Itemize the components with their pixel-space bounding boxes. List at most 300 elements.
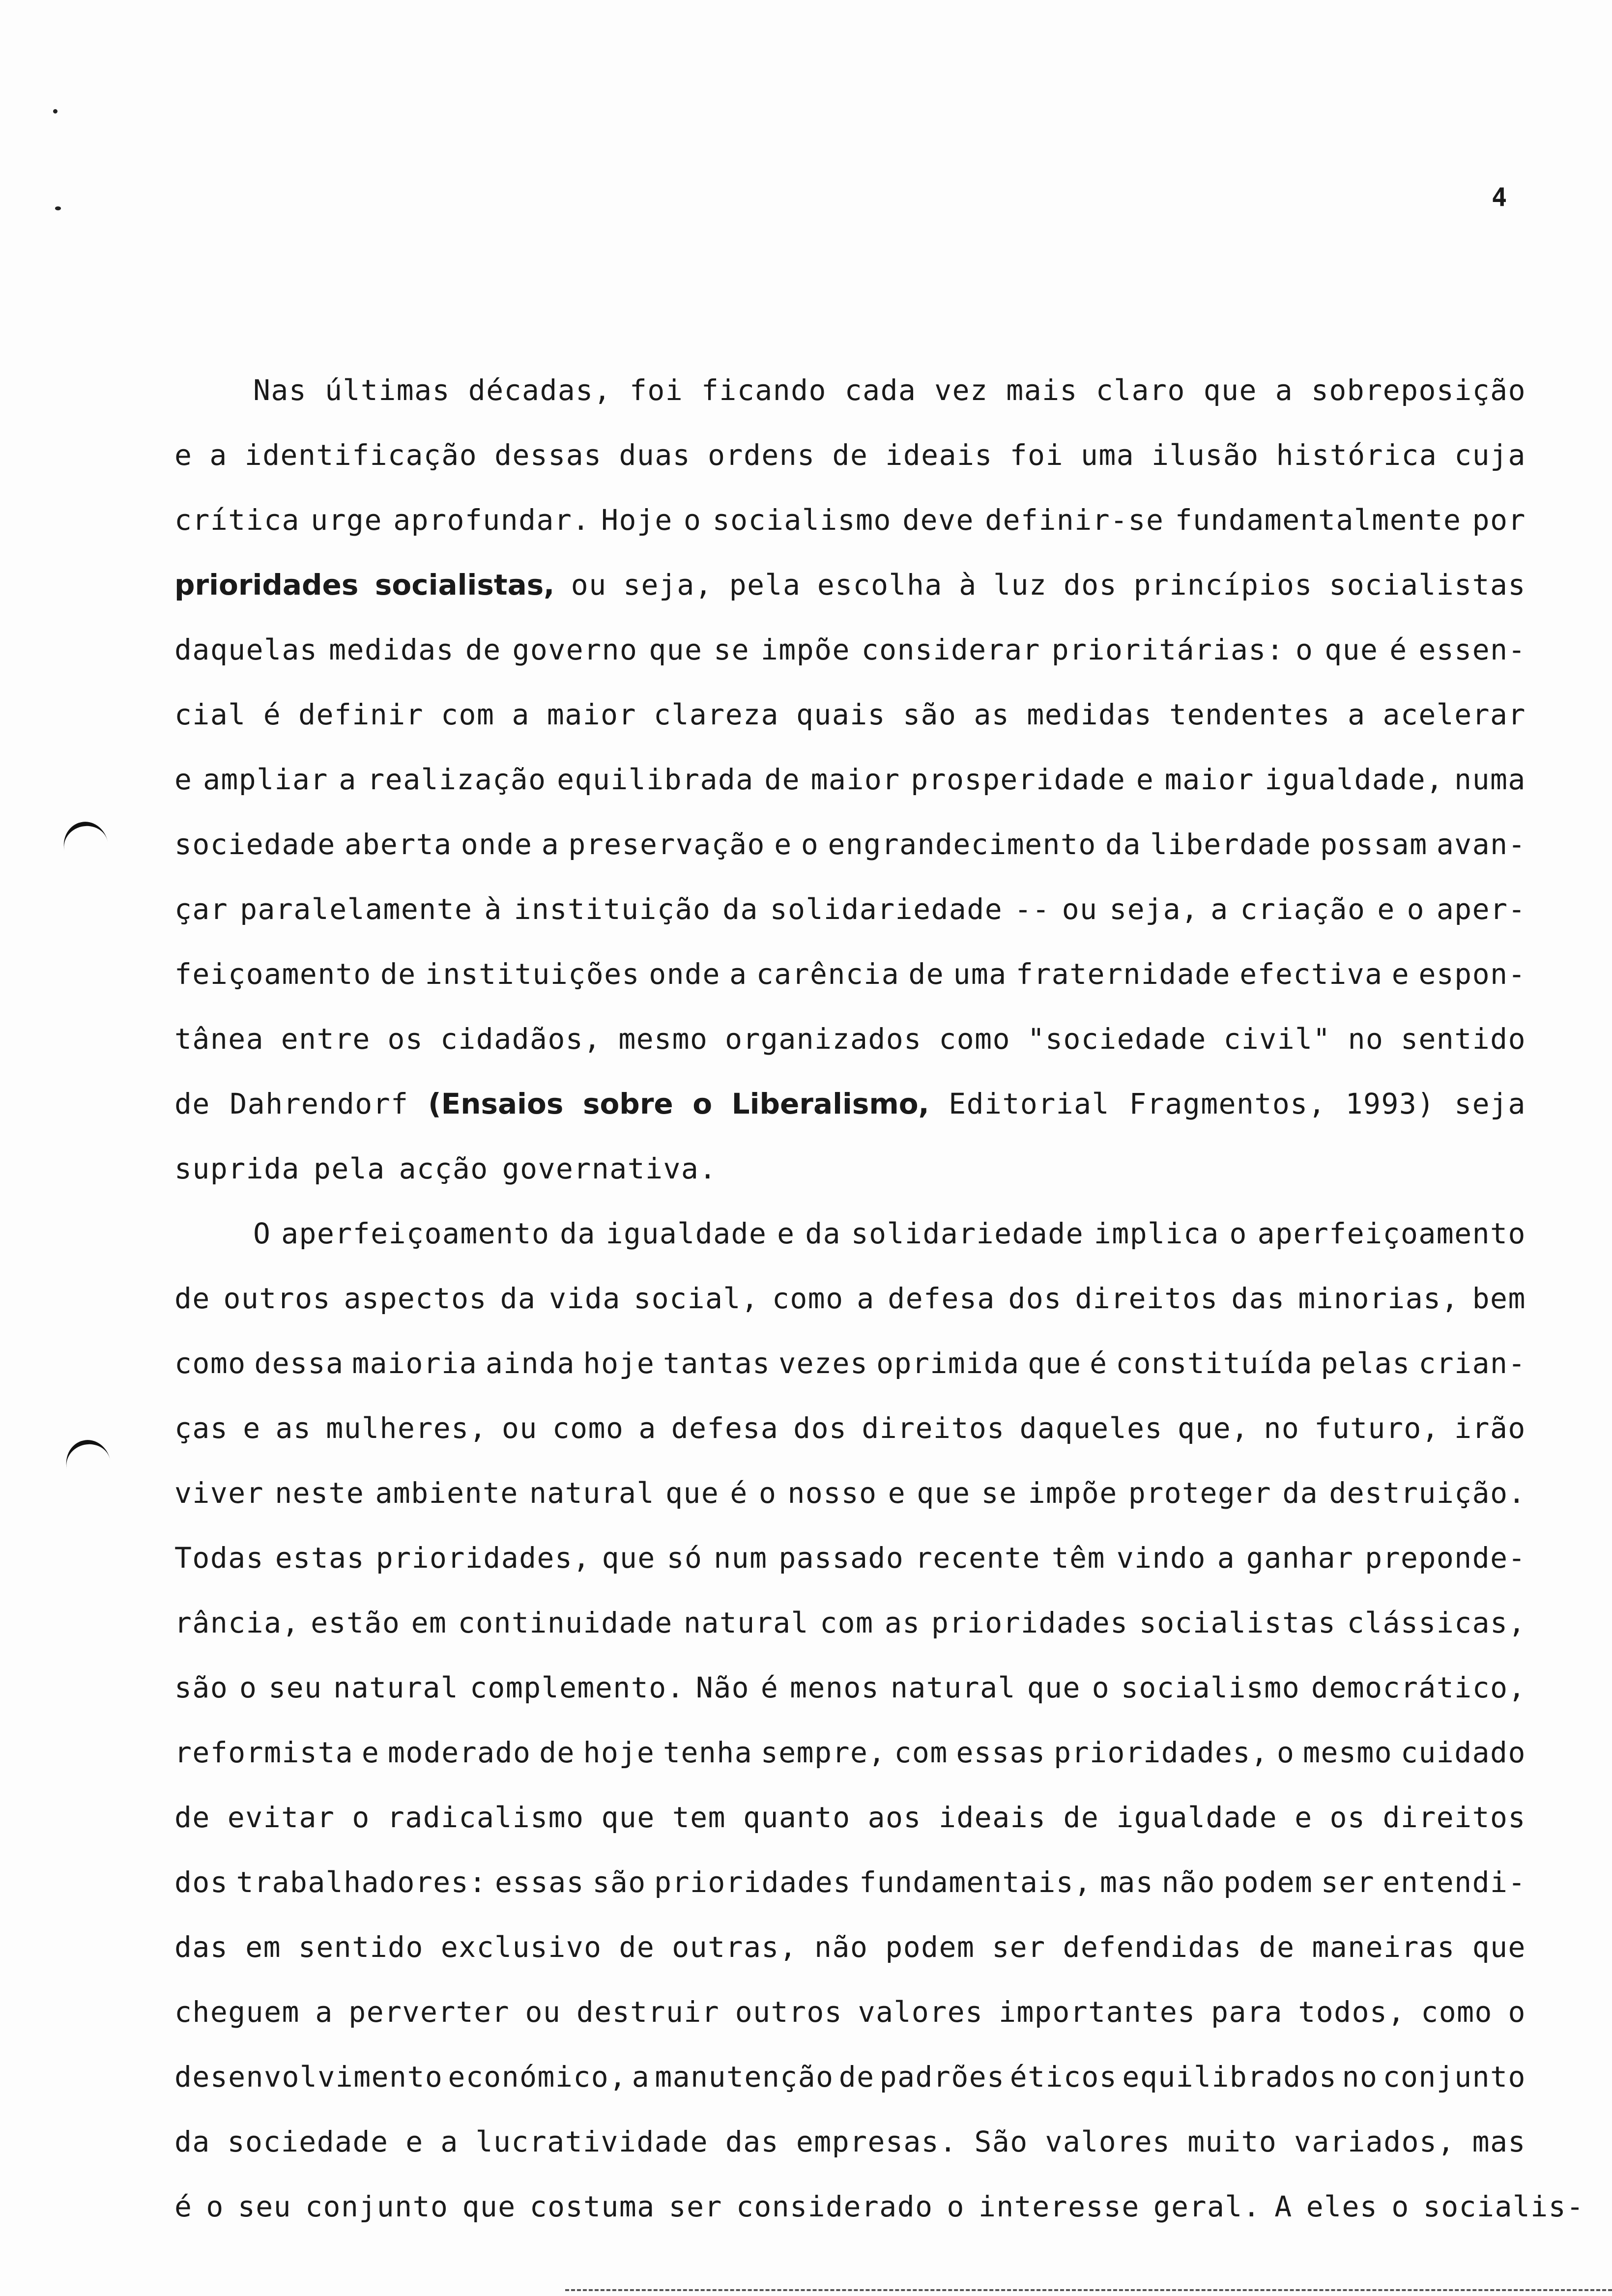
word: no bbox=[1342, 2060, 1378, 2094]
word: entre bbox=[281, 1022, 371, 1056]
word: escolha bbox=[817, 568, 943, 602]
word: vindo bbox=[1116, 1541, 1206, 1575]
word: fraternidade bbox=[1015, 957, 1231, 991]
word: Nas bbox=[253, 373, 307, 407]
word: ilusão bbox=[1151, 438, 1259, 472]
word: possam bbox=[1320, 828, 1428, 861]
word: natural bbox=[890, 1671, 1016, 1704]
word: tendentes bbox=[1169, 698, 1331, 731]
word: são bbox=[592, 1866, 646, 1899]
word: deve bbox=[902, 503, 974, 537]
word: de bbox=[832, 438, 868, 472]
word: de bbox=[174, 1801, 210, 1834]
word: valores bbox=[858, 1995, 983, 2029]
text-line bbox=[174, 1087, 1526, 1152]
word: organizados bbox=[725, 1022, 922, 1056]
text-line bbox=[174, 1217, 1526, 1282]
word: sociedade bbox=[174, 828, 336, 861]
word: que bbox=[649, 633, 703, 666]
word: irão bbox=[1454, 1411, 1526, 1445]
word: impõe bbox=[760, 633, 850, 666]
word: mas bbox=[1100, 1866, 1154, 1899]
word: o bbox=[1229, 1217, 1247, 1250]
word: entendi- bbox=[1382, 1866, 1526, 1899]
text-line bbox=[174, 957, 1526, 1022]
word: e bbox=[174, 763, 193, 796]
word: solidariedade bbox=[851, 1217, 1084, 1250]
word: e bbox=[888, 1476, 906, 1510]
word: paralelamente bbox=[240, 892, 473, 926]
word: claro bbox=[1095, 373, 1185, 407]
word: Todas bbox=[174, 1541, 264, 1575]
word: o bbox=[1277, 1736, 1295, 1769]
word: seja, bbox=[623, 568, 713, 602]
text-line bbox=[174, 1476, 1526, 1541]
word: constituída bbox=[1116, 1347, 1313, 1380]
word: direitos bbox=[862, 1411, 1005, 1445]
word: governo bbox=[512, 633, 638, 666]
word: e bbox=[1136, 763, 1154, 796]
word: ser bbox=[992, 1930, 1046, 1964]
word: últimas bbox=[325, 373, 450, 407]
word: as bbox=[974, 698, 1010, 731]
word: 1993) bbox=[1345, 1087, 1435, 1120]
word: de bbox=[174, 1087, 210, 1120]
word: a bbox=[512, 698, 530, 731]
word: o bbox=[801, 828, 819, 861]
word: tânea bbox=[174, 1022, 264, 1056]
word: de bbox=[380, 957, 416, 991]
word: social, bbox=[633, 1282, 759, 1315]
word: conjunto bbox=[1382, 2060, 1526, 2094]
word: complemento. bbox=[470, 1671, 685, 1704]
text-line bbox=[174, 1152, 1526, 1217]
word: a bbox=[632, 2060, 650, 2094]
word: futuro, bbox=[1314, 1411, 1440, 1445]
word: essas bbox=[956, 1736, 1046, 1769]
word: Não bbox=[695, 1671, 750, 1704]
word: aberta bbox=[345, 828, 452, 861]
word: que bbox=[917, 1476, 971, 1510]
word: vezes bbox=[778, 1347, 868, 1380]
word: bem bbox=[1472, 1282, 1526, 1315]
bold-word: (Ensaios bbox=[428, 1087, 564, 1120]
word: exclusivo bbox=[440, 1930, 602, 1964]
word: princípios bbox=[1133, 568, 1313, 602]
word: à bbox=[484, 892, 502, 926]
text-line bbox=[174, 568, 1526, 633]
word: outras, bbox=[672, 1930, 798, 1964]
word: direitos bbox=[1075, 1282, 1218, 1315]
word: dos bbox=[1008, 1282, 1062, 1315]
word: dos bbox=[793, 1411, 847, 1445]
word: que, bbox=[1177, 1411, 1249, 1445]
word: tenha bbox=[663, 1736, 753, 1769]
word: maneiras bbox=[1312, 1930, 1455, 1964]
word: onde bbox=[461, 828, 533, 861]
word: dos bbox=[174, 1866, 229, 1899]
word: não bbox=[814, 1930, 868, 1964]
word: recente bbox=[915, 1541, 1040, 1575]
word: a bbox=[339, 763, 357, 796]
word: foi bbox=[629, 373, 684, 407]
word: governativa. bbox=[502, 1152, 717, 1185]
word: continuidade bbox=[458, 1606, 673, 1639]
word: seja, bbox=[1109, 892, 1199, 926]
bold-word: Liberalismo, bbox=[731, 1087, 929, 1120]
word: fundamentais, bbox=[859, 1866, 1092, 1899]
word: aos bbox=[867, 1801, 921, 1834]
word: da bbox=[722, 892, 758, 926]
word: das bbox=[174, 1930, 229, 1964]
text-line bbox=[174, 2190, 1584, 2255]
text-line bbox=[174, 1022, 1526, 1087]
word: a bbox=[1217, 1541, 1236, 1575]
word: e bbox=[243, 1411, 261, 1445]
word: vez bbox=[934, 373, 988, 407]
word: realização bbox=[367, 763, 547, 796]
word: pela bbox=[729, 568, 801, 602]
word: cheguem bbox=[174, 1995, 300, 2029]
word: se bbox=[981, 1476, 1017, 1510]
word: preponde- bbox=[1365, 1541, 1526, 1575]
word: vida bbox=[549, 1282, 621, 1315]
word: a bbox=[315, 1995, 333, 2029]
word: é bbox=[730, 1476, 748, 1510]
word: acelerar bbox=[1382, 698, 1526, 731]
text-line bbox=[174, 2125, 1526, 2190]
word: rância, bbox=[174, 1606, 300, 1639]
text-line bbox=[174, 1606, 1526, 1671]
word: muito bbox=[1187, 2125, 1277, 2158]
word: clareza bbox=[654, 698, 779, 731]
word: -- bbox=[1014, 892, 1050, 926]
word: que bbox=[1028, 1347, 1082, 1380]
word: de bbox=[539, 1736, 575, 1769]
word: mulheres, bbox=[326, 1411, 488, 1445]
word: socialistas bbox=[1329, 568, 1526, 602]
word: mesmo bbox=[1303, 1736, 1393, 1769]
word: como bbox=[1421, 1995, 1493, 2029]
word: natural bbox=[529, 1476, 655, 1510]
word: duas bbox=[619, 438, 691, 472]
word: décadas, bbox=[468, 373, 612, 407]
word: de bbox=[908, 957, 945, 991]
word: da bbox=[560, 1217, 596, 1250]
word: dessas bbox=[494, 438, 602, 472]
word: ou bbox=[571, 568, 607, 602]
word: daquelas bbox=[174, 633, 318, 666]
word: e bbox=[1377, 892, 1395, 926]
word: a bbox=[638, 1411, 657, 1445]
word: sociedade bbox=[227, 2125, 389, 2158]
word: ser bbox=[668, 2190, 722, 2223]
word: eles bbox=[1306, 2190, 1378, 2223]
word: menos bbox=[790, 1671, 880, 1704]
word: ganhar bbox=[1246, 1541, 1354, 1575]
word: tantas bbox=[663, 1347, 771, 1380]
word: da bbox=[805, 1217, 841, 1250]
word: de bbox=[1259, 1930, 1295, 1964]
word: ou bbox=[502, 1411, 538, 1445]
text-line bbox=[174, 1411, 1526, 1476]
word: considerado bbox=[736, 2190, 933, 2223]
word: todos, bbox=[1298, 1995, 1406, 2029]
word: Hoje bbox=[601, 503, 673, 537]
word: o bbox=[684, 503, 702, 537]
word: civil" bbox=[1223, 1022, 1331, 1056]
word: são bbox=[174, 1671, 229, 1704]
bold-word: sobre bbox=[582, 1087, 673, 1120]
word: hoje bbox=[583, 1347, 655, 1380]
word: daqueles bbox=[1019, 1411, 1163, 1445]
word: o bbox=[1391, 2190, 1410, 2223]
word: democrático, bbox=[1311, 1671, 1526, 1704]
word: passado bbox=[778, 1541, 904, 1575]
word: ainda bbox=[485, 1347, 575, 1380]
word: o bbox=[1092, 1671, 1110, 1704]
word: defendidas bbox=[1063, 1930, 1242, 1964]
word: ampliar bbox=[202, 763, 328, 796]
word: que bbox=[601, 1801, 655, 1834]
word: padrões bbox=[879, 2060, 1005, 2094]
word: feiçoamento bbox=[174, 957, 372, 991]
word: clássicas, bbox=[1347, 1606, 1526, 1639]
word: ordens bbox=[708, 438, 815, 472]
word: mas bbox=[1472, 2125, 1526, 2158]
word: com bbox=[894, 1736, 948, 1769]
word: seu bbox=[268, 1671, 322, 1704]
word: e bbox=[774, 828, 792, 861]
word: com bbox=[441, 698, 495, 731]
word: prioridades, bbox=[375, 1541, 591, 1575]
word: geral. bbox=[1153, 2190, 1261, 2223]
word: instituição bbox=[514, 892, 711, 926]
binding-hole-mark bbox=[62, 1436, 115, 1493]
word: num bbox=[714, 1541, 768, 1575]
word: maior bbox=[1164, 763, 1254, 796]
word: minorias, bbox=[1298, 1282, 1459, 1315]
text-line bbox=[174, 828, 1526, 892]
word: definir-se bbox=[985, 503, 1164, 537]
word: de bbox=[619, 1930, 655, 1964]
body-text bbox=[174, 373, 1584, 2255]
word: para bbox=[1211, 1995, 1283, 2029]
text-line bbox=[174, 1541, 1526, 1606]
word: por bbox=[1472, 503, 1526, 537]
word: é bbox=[1090, 1347, 1108, 1380]
word: ser bbox=[1321, 1866, 1375, 1899]
word: considerar bbox=[861, 633, 1040, 666]
word: avan- bbox=[1436, 828, 1526, 861]
word: sobreposição bbox=[1311, 373, 1526, 407]
word: e bbox=[777, 1217, 795, 1250]
word: de bbox=[764, 763, 801, 796]
word: impõe bbox=[1028, 1476, 1118, 1510]
word: acção bbox=[399, 1152, 489, 1185]
word: cuja bbox=[1454, 438, 1526, 472]
word: éticos bbox=[1009, 2060, 1118, 2094]
word: identificação bbox=[244, 438, 478, 472]
word: uma bbox=[1080, 438, 1135, 472]
word: efectiva bbox=[1239, 957, 1383, 991]
word: O bbox=[253, 1217, 271, 1250]
word: é bbox=[760, 1671, 779, 1704]
word: de bbox=[465, 633, 501, 666]
word: conjunto bbox=[305, 2190, 449, 2223]
word: que bbox=[1324, 633, 1379, 666]
word: maior bbox=[547, 698, 636, 731]
word: é bbox=[174, 2190, 193, 2223]
word: socialis- bbox=[1423, 2190, 1584, 2223]
word: prioridades, bbox=[1054, 1736, 1269, 1769]
word: variados, bbox=[1294, 2125, 1455, 2158]
word: que bbox=[462, 2190, 516, 2223]
word: das bbox=[725, 2125, 779, 2158]
scan-speck bbox=[53, 109, 58, 114]
word: prioritárias: bbox=[1051, 633, 1285, 666]
word: interesse bbox=[978, 2190, 1140, 2223]
word: a bbox=[541, 828, 560, 861]
word: medidas bbox=[329, 633, 455, 666]
word: que bbox=[1027, 1671, 1081, 1704]
word: neste bbox=[275, 1476, 365, 1510]
word: como bbox=[939, 1022, 1010, 1056]
text-line bbox=[174, 892, 1526, 957]
word: ças bbox=[174, 1411, 229, 1445]
word: socialismo bbox=[1121, 1671, 1300, 1704]
word: engrandecimento bbox=[828, 828, 1096, 861]
word: Editorial bbox=[949, 1087, 1110, 1120]
text-line bbox=[174, 503, 1526, 568]
word: viver bbox=[174, 1476, 264, 1510]
word: como bbox=[772, 1282, 844, 1315]
word: a bbox=[209, 438, 228, 472]
word: costuma bbox=[529, 2190, 655, 2223]
bold-word: socialistas, bbox=[374, 568, 555, 602]
word: a bbox=[729, 957, 748, 991]
word: só bbox=[666, 1541, 703, 1575]
word: proteger bbox=[1128, 1476, 1272, 1510]
word: de bbox=[174, 1282, 210, 1315]
word: e bbox=[361, 1736, 380, 1769]
word: ambiente bbox=[375, 1476, 518, 1510]
text-line bbox=[174, 1930, 1526, 1995]
word: o bbox=[239, 1671, 258, 1704]
word: estas bbox=[275, 1541, 365, 1575]
word: São bbox=[974, 2125, 1028, 2158]
word: ideais bbox=[885, 438, 993, 472]
word: Dahrendorf bbox=[230, 1087, 409, 1120]
word: numa bbox=[1454, 763, 1526, 796]
word: a bbox=[1210, 892, 1229, 926]
word: da bbox=[1105, 828, 1141, 861]
word: as bbox=[884, 1606, 921, 1639]
word: como bbox=[174, 1347, 246, 1380]
word: dessa bbox=[254, 1347, 344, 1380]
word: implica bbox=[1094, 1217, 1219, 1250]
word: podem bbox=[1223, 1866, 1313, 1899]
word: de bbox=[1063, 1801, 1099, 1834]
word: prosperidade bbox=[911, 763, 1126, 796]
word: defesa bbox=[888, 1282, 995, 1315]
word: criação bbox=[1240, 892, 1366, 926]
word: perverter bbox=[348, 1995, 510, 2029]
word: uma bbox=[953, 957, 1007, 991]
scan-speck bbox=[55, 206, 61, 210]
word: fundamentalmente bbox=[1175, 503, 1462, 537]
word: se bbox=[714, 633, 750, 666]
word: lucratividade bbox=[475, 2125, 709, 2158]
word: pelas bbox=[1321, 1347, 1410, 1380]
word: a bbox=[1275, 373, 1294, 407]
word: natural bbox=[333, 1671, 459, 1704]
word: direitos bbox=[1382, 1801, 1526, 1834]
word: cada bbox=[844, 373, 917, 407]
word: cial bbox=[174, 698, 246, 731]
word: aperfeiçoamento bbox=[1257, 1217, 1526, 1250]
word: A bbox=[1274, 2190, 1293, 2223]
word: ou bbox=[525, 1995, 561, 2029]
word: e bbox=[405, 2125, 424, 2158]
word: desenvolvimento bbox=[174, 2060, 443, 2094]
word: importantes bbox=[999, 1995, 1196, 2029]
word: que bbox=[1472, 1930, 1526, 1964]
word: a bbox=[1348, 698, 1366, 731]
word: aprofundar. bbox=[393, 503, 590, 537]
text-line bbox=[174, 1995, 1526, 2060]
word: moderado bbox=[388, 1736, 531, 1769]
word: reformista bbox=[174, 1736, 354, 1769]
word: dos bbox=[1063, 568, 1118, 602]
word: é bbox=[1389, 633, 1408, 666]
word: ficando bbox=[701, 373, 827, 407]
word: çar bbox=[174, 892, 229, 926]
word: a bbox=[857, 1282, 875, 1315]
word: igualdade, bbox=[1265, 763, 1444, 796]
word: preservação bbox=[568, 828, 765, 861]
bold-word: prioridades bbox=[174, 568, 359, 602]
word: das bbox=[1231, 1282, 1285, 1315]
text-line bbox=[174, 1736, 1526, 1801]
word: prioridades bbox=[931, 1606, 1128, 1639]
text-line bbox=[174, 698, 1526, 763]
word: da bbox=[174, 2125, 210, 2158]
word: no bbox=[1348, 1022, 1384, 1056]
word: os bbox=[387, 1022, 424, 1056]
word: sentido bbox=[1401, 1022, 1526, 1056]
word: como bbox=[552, 1411, 624, 1445]
word: que bbox=[1203, 373, 1257, 407]
word: aper- bbox=[1436, 892, 1526, 926]
word: os bbox=[1329, 1801, 1366, 1834]
word: "sociedade bbox=[1027, 1022, 1207, 1056]
word: o bbox=[352, 1801, 370, 1834]
bold-word: o bbox=[692, 1087, 713, 1120]
text-line bbox=[174, 1282, 1526, 1347]
page-number: 4 bbox=[1492, 183, 1507, 212]
word: outros bbox=[223, 1282, 331, 1315]
word: seja bbox=[1454, 1087, 1526, 1120]
word: prioridades bbox=[654, 1866, 851, 1899]
word: podem bbox=[885, 1930, 975, 1964]
word: o bbox=[1295, 633, 1314, 666]
word: em bbox=[245, 1930, 282, 1964]
word: pela bbox=[313, 1152, 385, 1185]
word: da bbox=[1282, 1476, 1319, 1510]
word: defesa bbox=[671, 1411, 779, 1445]
word: socialistas bbox=[1139, 1606, 1336, 1639]
